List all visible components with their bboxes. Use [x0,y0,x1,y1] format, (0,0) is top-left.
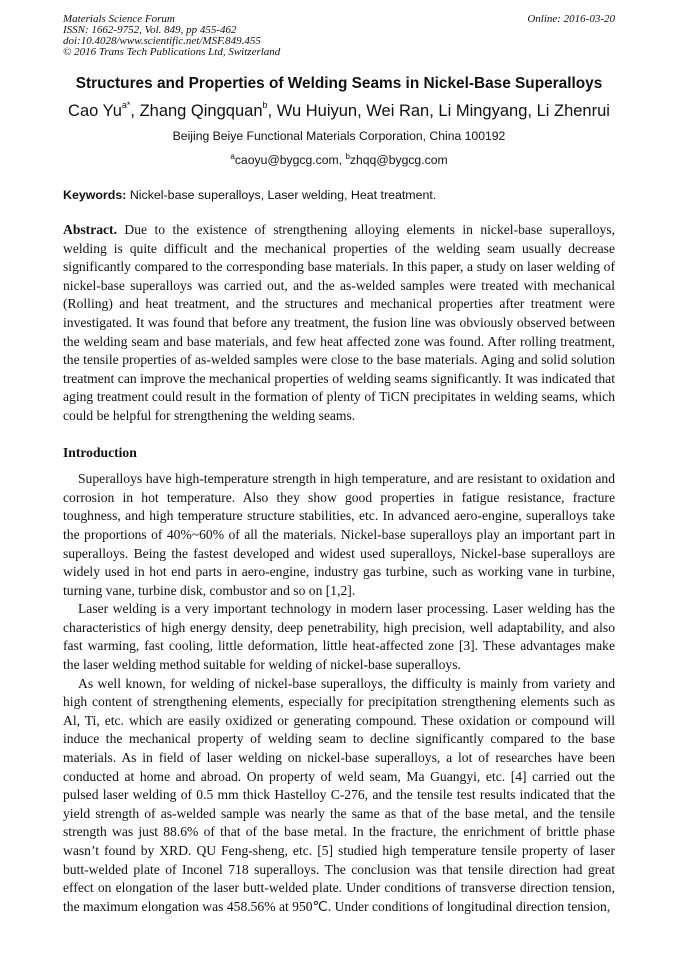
email-list [63,153,615,167]
journal-header [63,14,615,58]
journal-name: Materials Science Forum [63,13,175,25]
paper-title: Structures and Properties of Welding Seams in Nickel-Base Superalloys [75,75,603,92]
email-link[interactable]: caoyu@bygcg.com [234,153,339,167]
author-name: Cao Yu [68,102,122,120]
author-list [63,102,615,121]
paragraph: Laser welding is a very important technology in modern laser processing. Laser welding has the characteristics of high energy density, deep penetrability, high precision, well adaptability, and also fast warming, fast cooling, little deformation, little heat-affected zone [3]. These advantages make the laser welding method suitable for welding of nickel-base superalloys. [63,601,615,673]
separator: , [267,102,277,120]
separator: , [338,153,346,167]
author-affil-mark: a* [121,100,131,110]
affiliation: Beijing Beiye Functional Materials Corporation, China 100192 [172,129,506,143]
email-mark: b [345,152,350,161]
separator: , [357,102,367,120]
paragraph: As well known, for welding of nickel-base superalloys, the difficulty is mainly from variety and high content of strengthening elements, especially for precipitation strengthening elements such as Al, Ti, etc. which are easily oxidized or generating compound. These oxidation or compound will induce the mechanical property of welding seam to decline significantly compared to the base materials. As in field of laser welding on nickel-base superalloys, a lot of researches have been conducted at home and abroad. On property of weld seam, Ma Guangyi, etc. [4] carried out the pulsed laser welding of 0.5 mm thick Hastelloy C-276, and the tensile test results indicated that the yield strength of as-welded sample was nearly the same as that of the base metal, and the tensile strength was just 88.6% of that of the base metal. In the fracture, the enrichment of brittle phase wasn’t found by XRD. QU Feng-sheng, etc. [5] studied high temperature tensile property of laser butt-welded plate of Inconel 718 superalloys. The conclusion was that tensile direction had great effect on elongation of the laser butt-welded plate. Under conditions of transverse direction tension, the maximum elongation was 458.56% at 950℃. Under conditions of longitudinal direction tension, [63,675,615,914]
keywords-text: Nickel-base superalloys, Laser welding, Heat treatment. [129,188,437,202]
author-name: Li Zhenrui [536,102,610,120]
abstract [63,221,615,426]
separator: , [130,102,140,120]
author-name: Wu Huiyun [276,102,358,120]
separator: , [527,102,537,120]
issn-line: ISSN: 1662-9752, Vol. 849, pp 455-462 [63,24,237,36]
online-date: Online: 2016-03-20 [527,13,615,25]
keywords [63,188,615,202]
email-mark: a [230,152,235,161]
author-name: Li Mingyang [438,102,528,120]
section-heading-introduction: Introduction [63,444,137,460]
introduction-body [63,470,615,916]
paper-page [63,14,615,916]
abstract-label: Abstract. [63,222,117,237]
author-name: Wei Ran [366,102,430,120]
author-name: Zhang Qingquan [139,102,263,120]
separator: , [429,102,439,120]
author-affil-mark: b [262,100,268,110]
email-link[interactable]: zhqq@bygcg.com [349,153,448,167]
copyright-line: © 2016 Trans Tech Publications Ltd, Switzerland [63,46,281,58]
abstract-text: Due to the existence of strengthening alloying elements in nickel-base superalloys, welding is quite difficult and the mechanical properties of the welding seam usually decrease significantly compared to the corresponding base materials. In this paper, a study on laser welding of nickel-base superalloys was carried out, and the as-welded samples were treated with mechanical (Rolling) and heat treatment, and the structures and mechanical properties after treatment were investigated. It was found that before any treatment, the fusion line was obviously observed between the welding seam and base materials, and few heat affected zone was found. After rolling treatment, the tensile properties of as-welded samples were close to the base materials. Aging and solid solution treatment can improve the mechanical properties of welding seams significantly. It was indicated that aging treatment could result in the formation of plenty of TiCN precipitates in welding seams, which could be helpful for strengthening the welding seams. [63,222,615,423]
paragraph: Superalloys have high-temperature strength in high temperature, and are resistant to oxidation and corrosion in hot temperature. Also they show good properties in fatigue resistance, fracture toughness, and high temperature structure stabilities, etc. In advanced aero-engine, superalloys take the proportions of 40%~60% of all the materials. Nickel-base superalloys play an important part in superalloys. Being the fastest developed and widest used superalloys, Nickel-base superalloys are widely used in hot end parts in aero-engine, industry gas turbine, such as working vane in turbine, turning vane, turbine disk, combustor and so on [1,2]. [63,471,615,598]
keywords-label: Keywords: [63,188,127,202]
doi-line: doi:10.4028/www.scientific.net/MSF.849.455 [63,35,261,47]
